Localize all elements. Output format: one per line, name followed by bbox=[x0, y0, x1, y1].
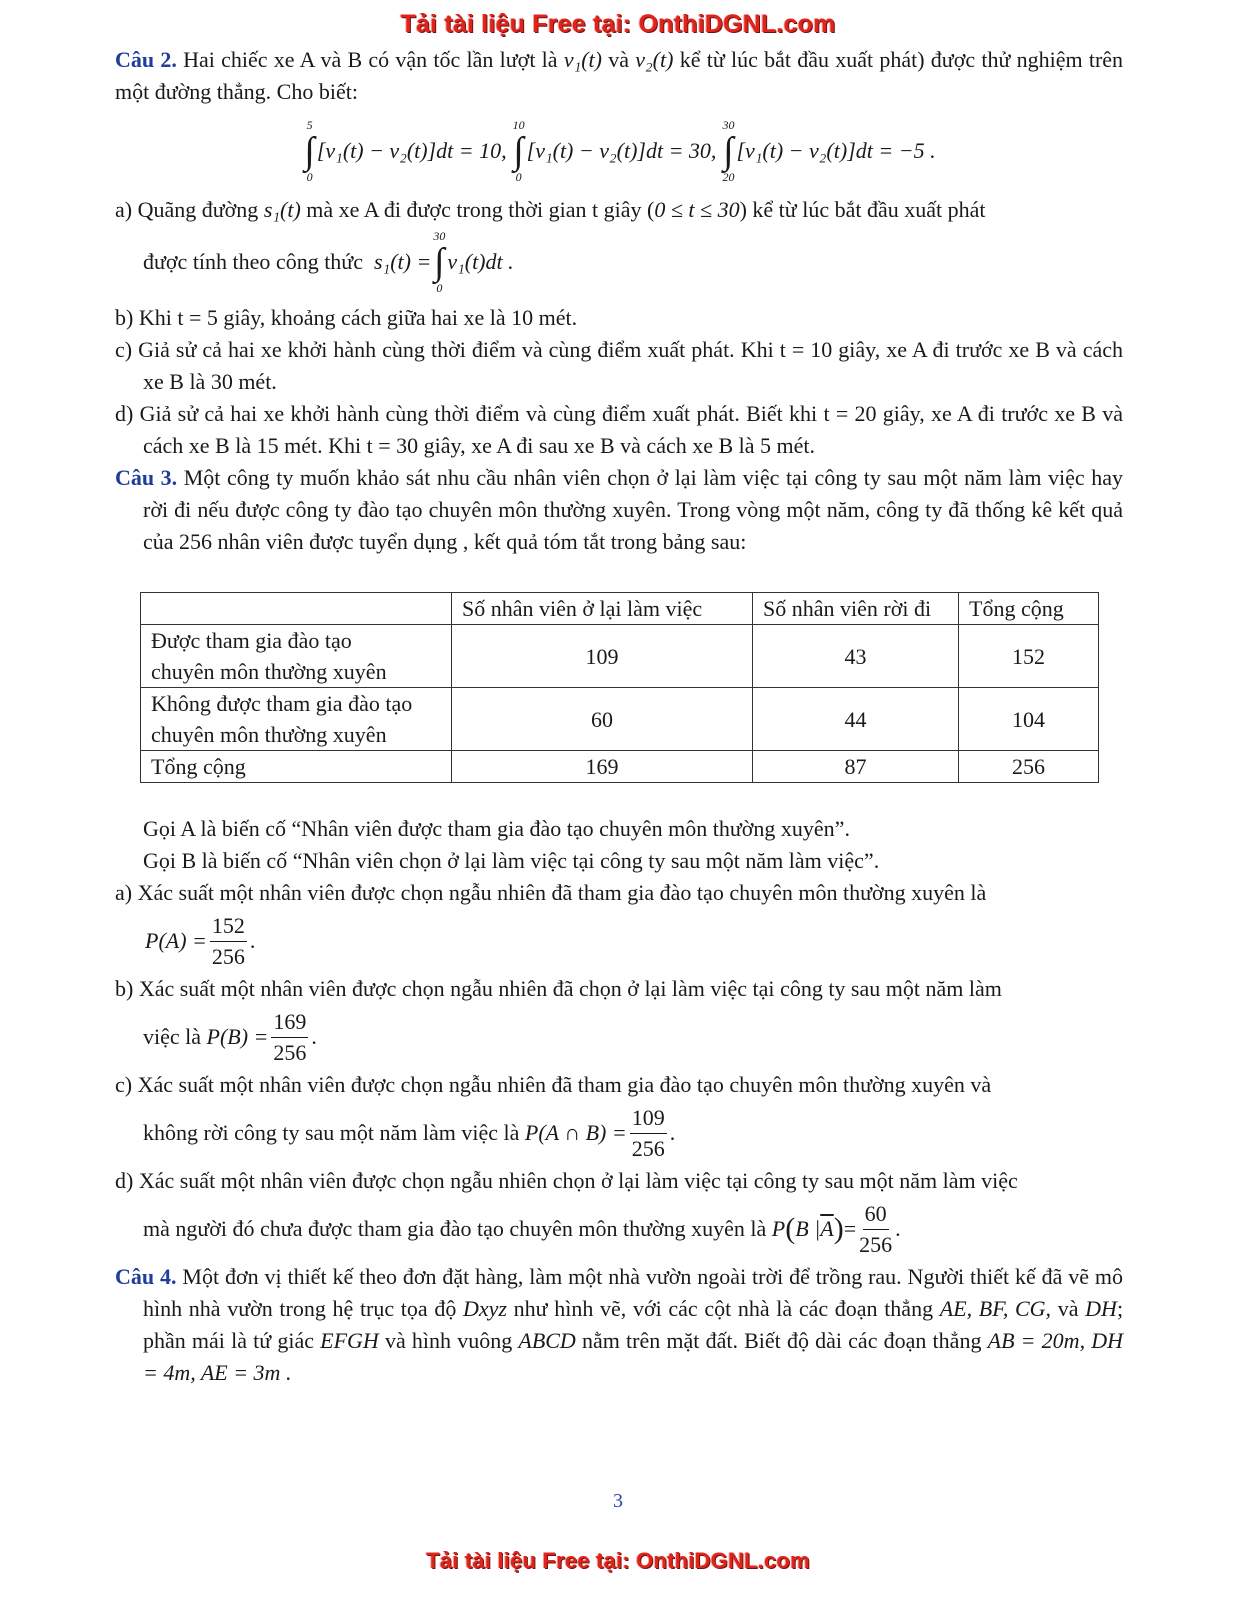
fraction-denominator: 256 bbox=[631, 1135, 665, 1161]
integral-2-lower: 0 bbox=[515, 170, 522, 184]
q2-a-text-1: a) Quãng đường bbox=[115, 197, 259, 222]
table-header-cell: Tổng cộng bbox=[959, 593, 1099, 625]
table-cell: 109 bbox=[452, 625, 753, 688]
table-row bbox=[141, 625, 1099, 688]
q4-text-3: và bbox=[1057, 1296, 1079, 1321]
q3-b-text-2: việc là bbox=[143, 1024, 202, 1049]
q4-text bbox=[115, 1261, 1123, 1389]
table-row bbox=[141, 751, 1099, 783]
q2-intro-text-1: Hai chiếc xe A và B có vận tốc lần lượt là bbox=[183, 47, 558, 72]
q4-cols-1: AE, BF, CG, bbox=[939, 1296, 1052, 1321]
q2-intro-text-3: kể từ lúc bắt đầu xuất phát) được thử nghiệm trên một đường thẳng. Cho biết: bbox=[115, 47, 1124, 104]
q2-a-s1: s₁(t) bbox=[263, 197, 301, 222]
integral-2 bbox=[513, 118, 525, 184]
row-label-line: chuyên môn thường xuyên bbox=[151, 659, 387, 684]
q2-v1: v₁(t) bbox=[563, 47, 602, 72]
q2-item-c: c) Giả sử cả hai xe khởi hành cùng thời điểm và cùng điểm xuất phát. Khi t = 10 giây, xe A đi trước xe B và cách xe B là 30 mét. bbox=[115, 337, 1123, 394]
table-cell: 256 bbox=[959, 751, 1099, 783]
table-cell: 104 bbox=[959, 688, 1099, 751]
q2-v2: v₂(t) bbox=[635, 47, 674, 72]
q2-item-d: d) Giả sử cả hai xe khởi hành cùng thời điểm và cùng điểm xuất phát. Biết khi t = 20 giây, xe A đi trước xe B và cách xe B là 15 mét. Khi t = 30 giây, xe A đi sau xe B và cách xe B là 5 mét. bbox=[115, 401, 1123, 458]
integral-sign-icon: ∫ bbox=[723, 130, 734, 172]
integral-3-upper: 30 bbox=[722, 118, 735, 132]
right-paren-icon: ) bbox=[833, 1212, 844, 1245]
fraction-denominator: 256 bbox=[211, 943, 245, 969]
q3-b-fraction bbox=[271, 1007, 308, 1068]
table-row-label: Tổng cộng bbox=[141, 751, 452, 783]
table-cell: 43 bbox=[753, 625, 959, 688]
q3-d-formula: mà người đó chưa được tham gia đào tạo chuyên môn thường xuyên là P ( B | $\overline{A}$ ) = $\frac{60}{256}$ . bbox=[115, 1197, 1123, 1261]
q3-event-a: Gọi A là biến cố “Nhân viên được tham gia đào tạo chuyên môn thường xuyên”. bbox=[143, 816, 850, 841]
header-banner: Tải tài liệu Free tại: OnthiDGNL.com bbox=[400, 10, 836, 38]
q2-a-text-4: được tính theo công thức bbox=[143, 249, 363, 274]
integral-1 bbox=[304, 118, 314, 184]
q3-d-text-2: mà người đó chưa được tham gia đào tạo chuyên môn thường xuyên là bbox=[143, 1216, 767, 1241]
q2-integrals bbox=[115, 112, 1123, 190]
q3-c-text-2: không rời công ty sau một năm làm việc là bbox=[143, 1120, 520, 1145]
table-header-cell: Số nhân viên ở lại làm việc bbox=[452, 593, 753, 625]
q3-b-lhs: P(B) = bbox=[206, 1024, 269, 1049]
fraction-numerator: 60 bbox=[863, 1199, 889, 1230]
q4-cols-2: DH bbox=[1085, 1296, 1117, 1321]
q3-b-formula: việc là P(B) = $\frac{169}{256}$ . bbox=[115, 1005, 1123, 1069]
fraction-numerator: 152 bbox=[210, 911, 247, 942]
q2-a-formula-expr: v₁(t)dt . bbox=[447, 249, 514, 274]
row-label-line: chuyên môn thường xuyên bbox=[151, 722, 387, 747]
q4-abcd: ABCD bbox=[518, 1328, 576, 1353]
integral-sign-icon: ∫ bbox=[304, 130, 315, 172]
q2-item-a bbox=[115, 194, 1123, 226]
fraction-numerator: 169 bbox=[271, 1007, 308, 1038]
table-row-label bbox=[141, 688, 452, 751]
q2-a-formula-left: s₁(t) = bbox=[374, 249, 432, 274]
q2-item-b: b) Khi t = 5 giây, khoảng cách giữa hai xe là 10 mét. bbox=[115, 305, 578, 330]
q4-text-4: ; phần mái là tứ giác bbox=[143, 1296, 1124, 1353]
q4-efgh: EFGH bbox=[320, 1328, 379, 1353]
q4-dxyz: Dxyz bbox=[463, 1296, 507, 1321]
q3-item-c: c) Xác suất một nhân viên được chọn ngẫu nhiên đã tham gia đào tạo chuyên môn thường xuyên và bbox=[115, 1072, 992, 1097]
page-content bbox=[115, 44, 1123, 1389]
table-header-row bbox=[141, 593, 1099, 625]
left-paren-icon: ( bbox=[785, 1212, 796, 1245]
fraction-denominator: 256 bbox=[273, 1039, 307, 1065]
row-label-line: Không được tham gia đào tạo bbox=[151, 691, 413, 716]
footer-banner: Tải tài liệu Free tại: OnthiDGNL.com bbox=[426, 1548, 810, 1573]
integral-1-upper: 5 bbox=[306, 118, 313, 132]
q2-label: Câu 2. bbox=[115, 47, 177, 72]
q2-a-integral bbox=[433, 229, 445, 295]
q3-c-fraction bbox=[630, 1103, 667, 1164]
q3-label: Câu 3. bbox=[115, 465, 178, 490]
q4-text-5: và hình vuông bbox=[384, 1328, 513, 1353]
q2-a-text-3: ) kể từ lúc bắt đầu xuất phát bbox=[739, 197, 986, 222]
q3-a-formula: P(A) = $\frac{152}{256}$ . bbox=[115, 909, 1123, 973]
q3-intro bbox=[115, 462, 1123, 558]
row-label-line: Được tham gia đào tạo bbox=[151, 628, 352, 653]
integral-1-lower: 0 bbox=[306, 170, 313, 184]
q2-intro bbox=[115, 44, 1123, 108]
q3-d-b: B | bbox=[795, 1216, 821, 1241]
table-row-label bbox=[141, 625, 452, 688]
integral-sign-icon: ∫ bbox=[513, 130, 524, 172]
table-header-cell bbox=[141, 593, 452, 625]
table-cell: 60 bbox=[452, 688, 753, 751]
q4-lengths: AB = 20m, DH = 4m, AE = 3m . bbox=[143, 1328, 1124, 1385]
integral-sign-icon: ∫ bbox=[434, 241, 445, 283]
q2-a-integral-upper: 30 bbox=[433, 229, 446, 243]
integral-1-expr: [v₁(t) − v₂(t)]dt = 10, bbox=[316, 138, 507, 163]
q3-item-b: b) Xác suất một nhân viên được chọn ngẫu nhiên đã chọn ở lại làm việc tại công ty sau một năm làm bbox=[115, 976, 1002, 1001]
q4-text-6: nằm trên mặt đất. Biết độ dài các đoạn thẳng bbox=[582, 1328, 982, 1353]
q3-d-abar: $\overline{A}$ bbox=[820, 1216, 834, 1241]
table-row bbox=[141, 688, 1099, 751]
q2-intro-text-2: và bbox=[608, 47, 630, 72]
q2-a-range: 0 ≤ t ≤ 30 bbox=[654, 197, 740, 222]
integral-3-lower: 20 bbox=[722, 170, 735, 184]
q2-a-formula-row bbox=[115, 226, 1123, 298]
q3-item-d: d) Xác suất một nhân viên được chọn ngẫu nhiên chọn ở lại làm việc tại công ty sau một năm làm việc bbox=[115, 1168, 1018, 1193]
table-cell: 152 bbox=[959, 625, 1099, 688]
q2-a-integral-lower: 0 bbox=[436, 281, 443, 295]
fraction-numerator: 109 bbox=[630, 1103, 667, 1134]
integral-2-expr: [v₁(t) − v₂(t)]dt = 30, bbox=[526, 138, 717, 163]
fraction-denominator: 256 bbox=[859, 1231, 893, 1257]
q3-event-b: Gọi B là biến cố “Nhân viên chọn ở lại làm việc tại công ty sau một năm làm việc”. bbox=[143, 848, 880, 873]
q3-intro-text: Một công ty muốn khảo sát nhu cầu nhân viên chọn ở lại làm việc tại công ty sau một năm làm việc hay rời đi nếu được công ty đào tạo chuyên môn thường xuyên. Trong vòng một năm, công ty đã thống kê kết quả của 256 nhân viên được tuyển dụng , kết quả tóm tắt trong bảng sau: bbox=[143, 465, 1123, 554]
q4-text-1: Một đơn vị thiết kế theo đơn đặt hàng, làm một nhà vườn ngoài trời để trồng rau. Người thiết kế đã vẽ mô hình nhà vườn trong hệ trục tọa độ bbox=[143, 1264, 1124, 1321]
q3-a-lhs: P(A) = bbox=[145, 928, 207, 953]
q3-a-fraction bbox=[210, 911, 247, 972]
integral-3-expr: [v₁(t) − v₂(t)]dt = −5 . bbox=[736, 138, 936, 163]
table-cell: 169 bbox=[452, 751, 753, 783]
q3-d-fraction bbox=[859, 1199, 892, 1260]
integral-2-upper: 10 bbox=[512, 118, 525, 132]
q3-d-p: P bbox=[771, 1216, 786, 1241]
q4-label: Câu 4. bbox=[115, 1264, 177, 1289]
table-header-cell: Số nhân viên rời đi bbox=[753, 593, 959, 625]
q2-a-text-2: mà xe A đi được trong thời gian t giây ( bbox=[306, 197, 655, 222]
q3-c-formula: không rời công ty sau một năm làm việc là P(A ∩ B) = $\frac{109}{256}$ . bbox=[115, 1101, 1123, 1165]
integral-3 bbox=[722, 118, 734, 184]
q4-text-2: như hình vẽ, với các cột nhà là các đoạn thẳng bbox=[513, 1296, 934, 1321]
table-cell: 44 bbox=[753, 688, 959, 751]
page-number: 3 bbox=[613, 1490, 623, 1512]
table-cell: 87 bbox=[753, 751, 959, 783]
q3-item-a: a) Xác suất một nhân viên được chọn ngẫu nhiên đã tham gia đào tạo chuyên môn thường xuyên là bbox=[115, 880, 987, 905]
q3-c-lhs: P(A ∩ B) = bbox=[524, 1120, 627, 1145]
q3-table bbox=[140, 592, 1099, 783]
